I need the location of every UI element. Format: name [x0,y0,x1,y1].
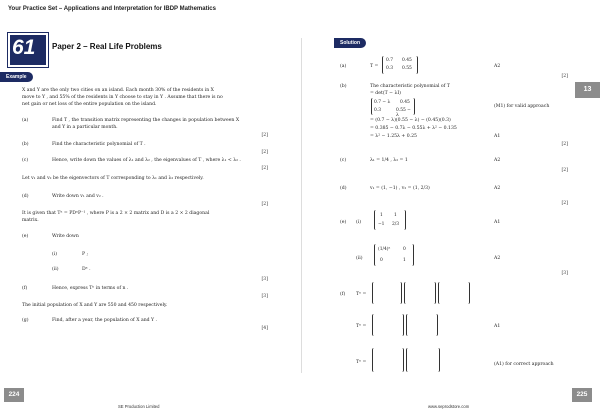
chapter-title: Paper 2 – Real Life Problems [52,42,162,51]
matrix-cell: 0.45 [400,100,410,105]
sol-total: [2] [561,168,568,173]
workings-matrix [406,348,440,372]
matrix-cell: 0.3 [374,108,381,113]
subpart-text: P ; [82,252,89,257]
workings-matrix [372,282,402,304]
workings-matrix [406,314,438,336]
part-label: (d) [22,194,29,199]
part-text: Hence, write down the values of λ₁ and λ₂ , the eigenvalues of T , where λ₁ < λ₂ . [52,158,241,163]
footer-publisher: SE Production Limited [118,404,160,409]
subpart-label: (ii) [52,267,59,272]
page-divider [301,38,302,373]
part-label: (f) [22,286,28,291]
part-marks: [2] [261,166,268,171]
matrix-cell: 0.3 [386,66,393,71]
part-text: Write down [52,234,79,239]
sol-total: [2] [561,201,568,206]
matrix-cell: 0.55 − λ [396,108,411,118]
sol-label: (c) [340,158,347,163]
matrix-cell: 0.7 − λ [374,100,391,105]
sol-sublabel: (ii) [356,256,363,261]
part-marks: [3] [261,294,268,299]
workings-matrix [404,282,436,304]
footer-website: www.seprodstore.com [428,404,470,409]
sol-total: [2] [561,74,568,79]
sol-lhs: Tⁿ = [356,360,367,365]
sol-label: (e) [340,220,347,225]
p-matrix [374,210,406,230]
statement: matrix. [22,218,39,223]
matrix-cell: 1 [380,213,383,218]
matrix-cell: 0.55 [402,66,412,71]
sol-mark: A1 [494,134,501,139]
sol-line: = det(T − λI) [370,91,401,96]
sol-total: [3] [561,271,568,276]
sol-line: λ₁ = 1/4 , λ₂ = 1 [370,158,408,163]
sol-line: = λ² − 1.25λ + 0.25 [370,134,417,139]
sol-line: = 0.385 − 0.7λ − 0.55λ + λ² − 0.135 [370,126,457,131]
matrix-cell: 0 [403,247,406,252]
matrix-cell: 0.7 [386,58,393,63]
example-tag: Example [0,72,33,82]
sol-mark: A2 [494,64,501,69]
sol-line: The characteristic polynomial of T [370,84,450,89]
matrix-cell: 1 [403,258,406,263]
subpart-text: Dⁿ . [82,267,91,272]
sol-line: = (0.7 − λ)(0.55 − λ) − (0.45)(0.3) [370,118,451,123]
statement: The initial population of X and Y are 550 and 450 respectively. [22,303,168,308]
chapter-number-box [8,33,48,67]
statement: It is given that Tⁿ = PDⁿP⁻¹ , where P is a 2 × 2 matrix and D is a 2 × 2 diagonal [22,211,210,216]
sol-sublabel: (i) [356,220,362,225]
part-text: Hence, express Tⁿ in terms of n . [52,286,129,291]
part-text: Find the characteristic polynomial of T . [52,142,146,147]
chapter-number: 61 [12,36,36,59]
part-marks: [2] [261,202,268,207]
workings-matrix [372,348,404,372]
matrix-cell: 0.45 [402,58,412,63]
sol-line: v₁ = (1, −1) , v₂ = (1, 2/3) [370,186,430,191]
det-matrix [371,98,415,118]
sol-mark: A2 [494,256,501,261]
matrix-cell: 0 [380,258,383,263]
intro-line: move to Y , and 55% of the residents in Y choose to stay in Y . Assume that there is no [22,95,223,100]
statement: Let v₁ and v₂ be the eigenvectors of T corresponding to λ₁ and λ₂ respectively. [22,176,204,181]
workings-matrix [438,282,470,304]
matrix-cell: 2/3 [392,222,400,227]
solution-tag: Solution [334,38,366,48]
transition-matrix [382,56,418,74]
sol-mark: A2 [494,158,501,163]
page-number-left: 224 [4,388,24,402]
part-text: and Y in a particular month. [52,125,118,130]
part-text: Write down v₁ and v₂ . [52,194,104,199]
sol-lhs: Tⁿ = [356,292,367,297]
part-marks: [2] [261,133,268,138]
part-text: Find T , the transition matrix representing the changes in population between X [52,118,240,123]
sol-label: (d) [340,186,347,191]
sol-mark: A1 [494,324,501,329]
sol-mark: A2 [494,186,501,191]
sol-note: (M1) for valid approach [494,104,550,109]
part-marks: [2] [261,150,268,155]
part-label: (b) [22,142,29,147]
d-matrix [374,244,414,266]
intro-line: net gain or net loss of the entire population on the island. [22,102,157,107]
sol-mark: A1 [494,220,501,225]
part-label: (e) [22,234,29,239]
matrix-cell: (1/4)ⁿ [378,247,391,252]
intro-line: X and Y are the only two cities on an island. Each month 30% of the residents in X [22,88,214,93]
sol-note: (A1) for correct approach [494,362,554,367]
part-label: (g) [22,318,29,323]
sol-label: (f) [340,292,346,297]
sol-lhs: Tⁿ = [356,324,367,329]
subpart-label: (i) [52,252,58,257]
part-label: (c) [22,158,29,163]
workings-matrix [372,314,404,336]
matrix-cell: −1 [378,222,385,227]
sol-lhs: T = [370,64,379,69]
book-header: Your Practice Set – Applications and Interpretation for IBDP Mathematics [8,6,216,12]
chapter-side-tab: 13 [575,82,600,98]
sol-total: [2] [561,142,568,147]
page-number-right: 225 [572,388,592,402]
part-label: (a) [22,118,29,123]
sol-label: (b) [340,84,347,89]
sol-label: (a) [340,64,347,69]
part-marks: [4] [261,326,268,331]
matrix-cell: 1 [394,213,397,218]
part-marks: [3] [261,277,268,282]
part-text: Find, after a year, the population of X and Y . [52,318,158,323]
